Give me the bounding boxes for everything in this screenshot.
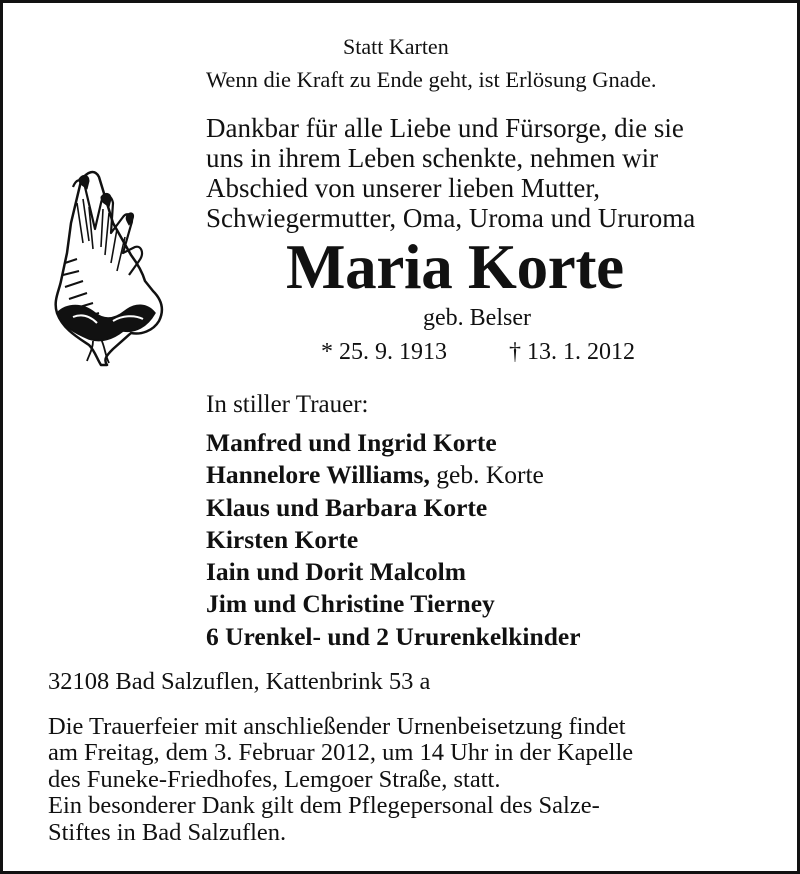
- family-member: [206, 492, 766, 524]
- family-member-name: Hannelore Williams,: [206, 460, 430, 490]
- family-member: [206, 427, 766, 459]
- intro-line: Dankbar für alle Liebe und Fürsorge, die sie: [206, 113, 684, 143]
- thanks-line: Stiftes in Bad Salzuflen.: [48, 818, 287, 846]
- family-member-name: Klaus und Barbara Korte: [206, 492, 488, 522]
- thanks-line: Ein besonderer Dank gilt dem Pflegepersonal des Salze-: [48, 792, 600, 820]
- address-line: 32108 Bad Salzuflen, Kattenbrink 53 a: [48, 668, 431, 695]
- family-list: [206, 427, 766, 653]
- service-line: am Freitag, dem 3. Februar 2012, um 14 Uhr in der Kapelle: [48, 739, 634, 767]
- praying-hands-icon: [43, 163, 168, 368]
- family-member: [206, 556, 766, 588]
- mourning-label: In stiller Trauer:: [206, 391, 369, 418]
- family-member: [206, 459, 766, 491]
- intro-text: [206, 113, 766, 233]
- motto-line: Wenn die Kraft zu Ende geht, ist Erlösung Gnade.: [206, 67, 657, 92]
- family-member-name: Kirsten Korte: [206, 524, 359, 554]
- intro-line: uns in ihrem Leben schenkte, nehmen wir: [206, 143, 659, 173]
- family-member-suffix: geb. Korte: [429, 460, 544, 490]
- deceased-name: Maria Korte: [286, 232, 624, 302]
- maiden-name: geb. Belser: [423, 305, 531, 331]
- family-member: [206, 621, 766, 653]
- birth-date: * 25. 9. 1913: [321, 339, 447, 365]
- family-member-name: 6 Urenkel- und 2 Ururenkelkinder: [206, 621, 581, 651]
- death-date: † 13. 1. 2012: [509, 339, 635, 365]
- family-member-name: Jim und Christine Tierney: [206, 589, 495, 619]
- service-text: [48, 714, 771, 846]
- family-member: [206, 524, 766, 556]
- family-member-name: Iain und Dorit Malcolm: [206, 557, 466, 587]
- intro-line: Abschied von unserer lieben Mutter,: [206, 173, 601, 203]
- statt-karten-label: Statt Karten: [343, 34, 449, 59]
- service-line: Die Trauerfeier mit anschließender Urnenbeisetzung findet: [48, 713, 626, 740]
- family-member-name: Manfred und Ingrid Korte: [206, 428, 497, 457]
- family-member: [206, 588, 766, 620]
- service-line: des Funeke-Friedhofes, Lemgoer Straße, statt.: [48, 765, 501, 793]
- intro-line: Schwiegermutter, Oma, Uroma und Ururoma: [206, 203, 696, 233]
